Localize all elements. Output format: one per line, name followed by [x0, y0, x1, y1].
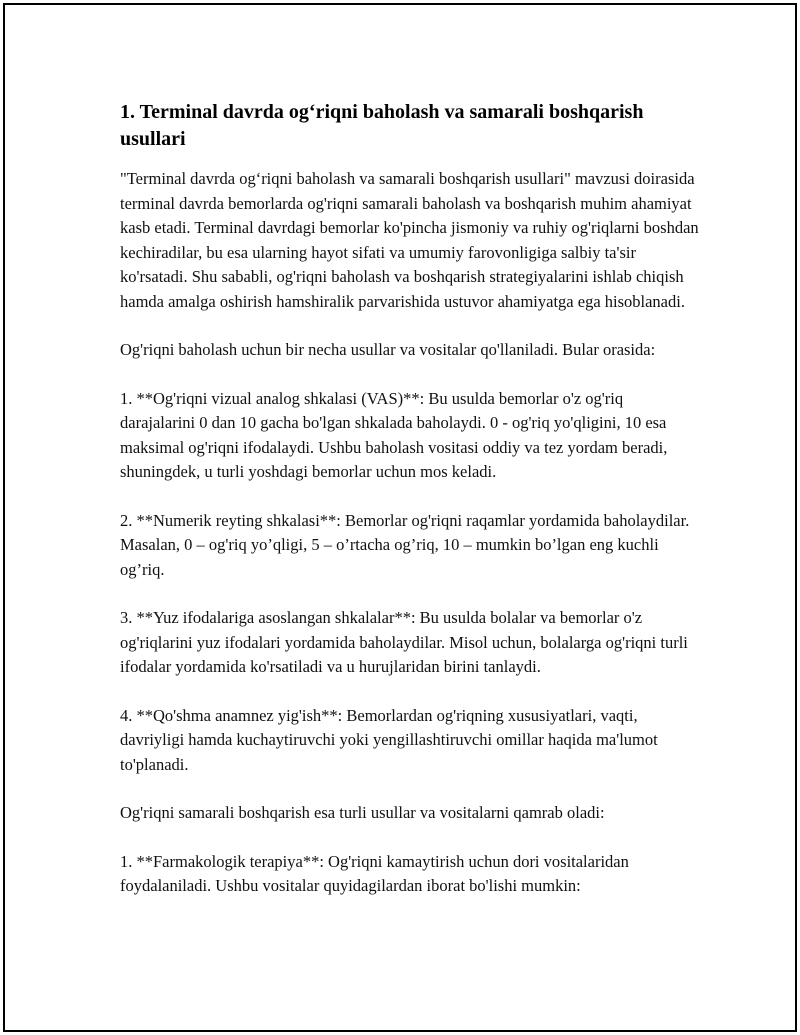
numeric-scale-paragraph: 2. **Numerik reyting shkalasi**: Bemorlar og'riqni raqamlar yordamida baholaydilar. Masalan, 0 – og'riq yo’qligi, 5 – o’rtacha og’riq, 10 – mumkin bo’lgan eng kuchli og’riq. — [120, 510, 690, 579]
assessment-intro-paragraph: Og'riqni baholash uchun bir necha usullar va vositalar qo'llaniladi. Bular orasida: — [120, 340, 656, 359]
management-intro-paragraph: Og'riqni samarali boshqarish esa turli usullar va vositalarni qamrab oladi: — [120, 803, 605, 822]
intro-paragraph: "Terminal davrda og‘riqni baholash va samarali boshqarish usullari" mavzusi doirasida terminal davrda bemorlarda og'riqni samarali baholash va boshqarish muhim ahamiyat kasb etadi. Terminal davrdagi bemorlar ko'pincha jismoniy va ruhiy og'riqlarni boshdan kechiradilar, bu esa ularning hayot sifati va umumiy farovonligiga salbiy ta'sir ko'rsatadi. Shu sababli, og'riqni baholash va boshqarish strategiyalarini ishlab chiqish hamda amalga oshirish hamshiralik parvarishida ustuvor ahamiyatga ega hisoblanadi. — [120, 169, 699, 311]
vas-paragraph: 1. **Og'riqni vizual analog shkalasi (VAS)**: Bu usulda bemorlar o'z og'riq darajalarini 0 dan 10 gacha bo'lgan shkalada baholaydi. 0 - og'riq yo'qligini, 10 esa maksimal og'riqni ifodalaydi. Ushbu baholash vositasi oddiy va tez yordam beradi, shuningdek, u turli yoshdagi bemorlar uchun mos keladi. — [120, 388, 668, 481]
document-title: 1. Terminal davrda og‘riqni baholash va samarali boshqarish usullari — [120, 101, 644, 150]
page-bottom-margin — [5, 960, 795, 1030]
page-frame — [3, 3, 797, 1032]
anamnesis-paragraph: 4. **Qo'shma anamnez yig'ish**: Bemorlardan og'riqning xususiyatlari, vaqti, davriyligi hamda kuchaytiruvchi yoki yengillashtiruvchi omillar haqida ma'lumot to'planadi. — [120, 705, 658, 774]
pharmacological-paragraph: 1. **Farmakologik terapiya**: Og'riqni kamaytirish uchun dori vositalaridan foydalaniladi. Ushbu vositalar quyidagilardan iborat bo'lishi mumkin: — [120, 851, 629, 895]
document-body — [120, 99, 700, 923]
face-scale-paragraph: 3. **Yuz ifodalariga asoslangan shkalalar**: Bu usulda bolalar va bemorlar o'z og'riqlarini yuz ifodalari yordamida baholaydilar. Misol uchun, bolalarga og'riqni turli ifodalar yordamida ko'rsatiladi va u hurujlaridan birini tanlaydi. — [120, 608, 688, 676]
